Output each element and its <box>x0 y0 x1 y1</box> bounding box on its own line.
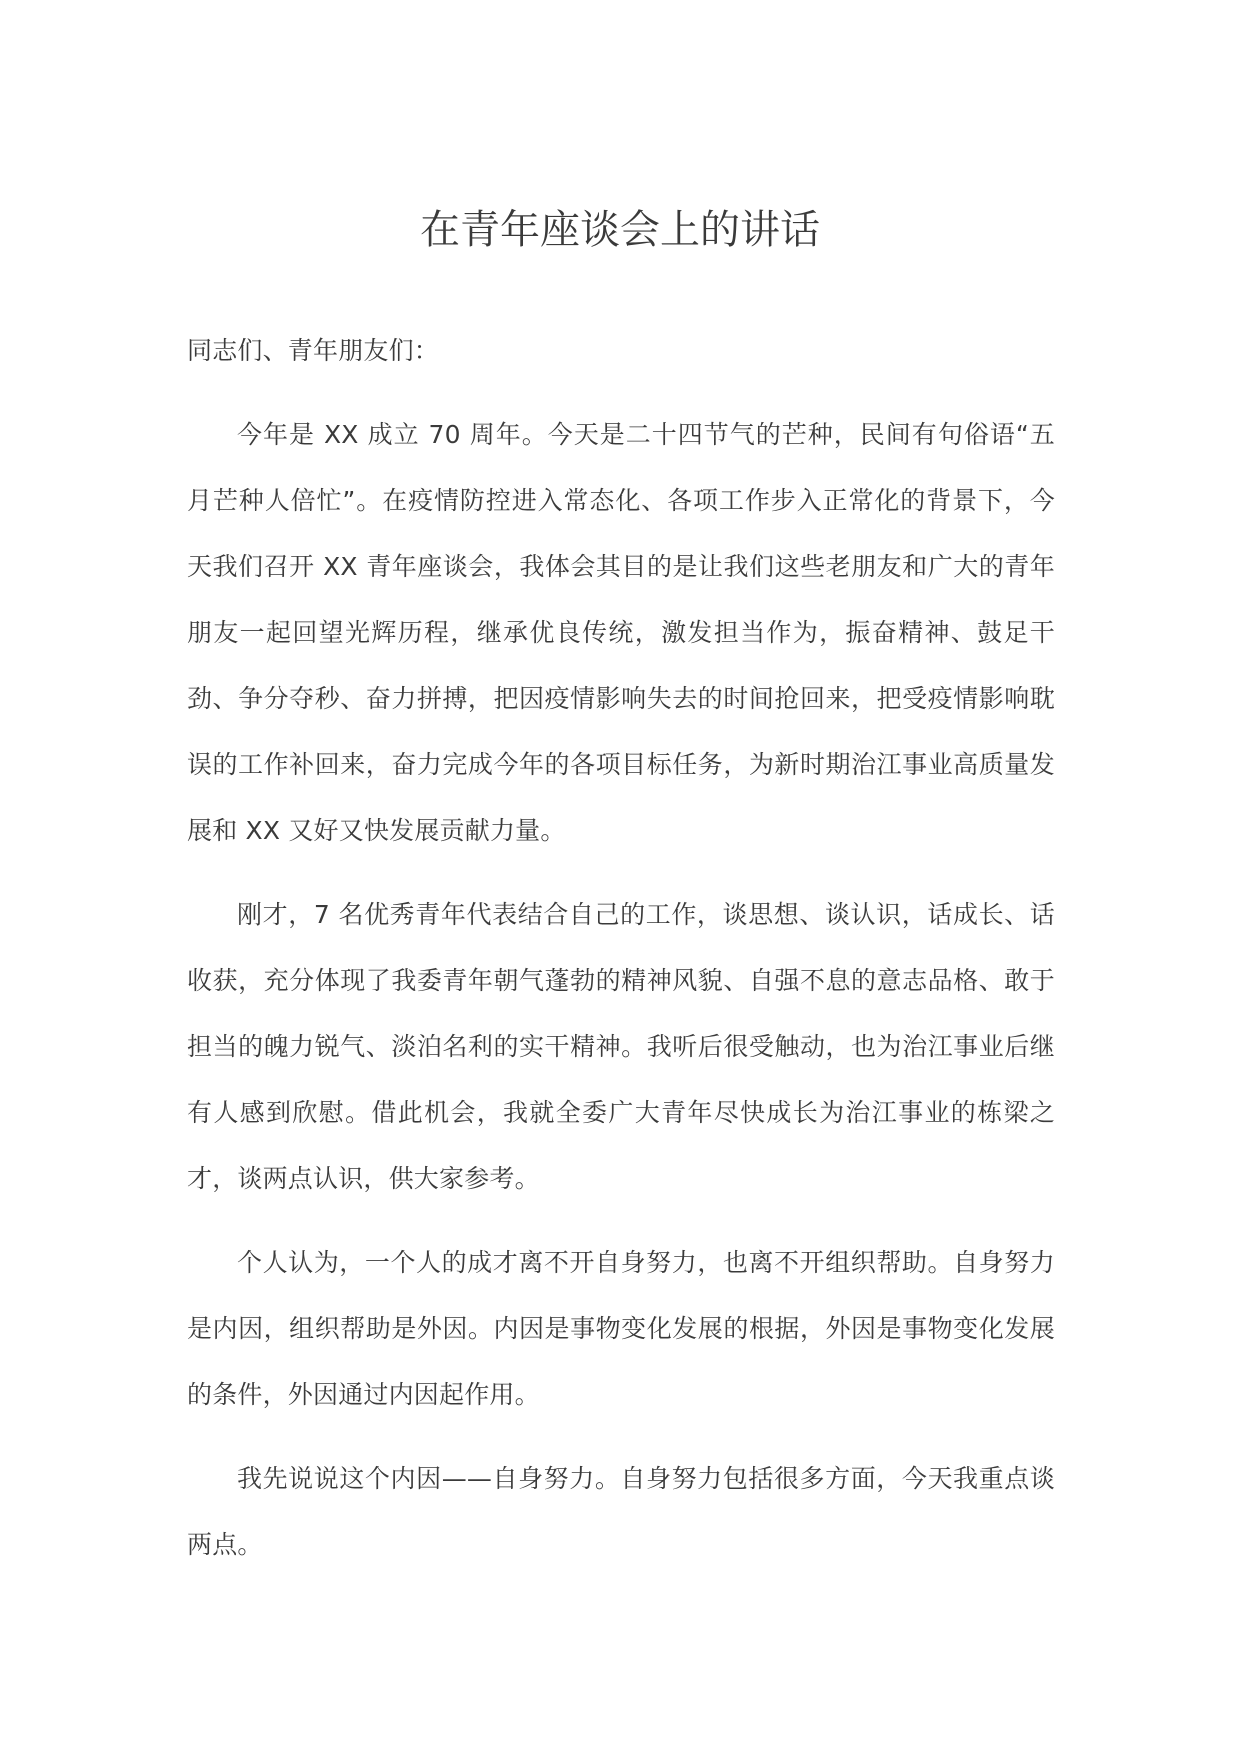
paragraph-3: 个人认为，一个人的成才离不开自身努力，也离不开组织帮助。自身努力是内因，组织帮助是外因。内因是事物变化发展的根据，外因是事物变化发展的条件，外因通过内因起作用。 <box>187 1248 1055 1409</box>
paragraph-1: 今年是 XX 成立 70 周年。今天是二十四节气的芒种，民间有句俗语“五月芒种人倍忙”。在疫情防控进入常态化、各项工作步入正常化的背景下，今天我们召开 XX 青年座谈会，我体会其目的是让我们这些老朋友和广大的青年朋友一起回望光辉历程，继承优良传统，激发担当作为，振奋精神、鼓足干劲、争分夺秒、奋力拼搏，把因疫情影响失去的时间抢回来，把受疫情影响耽误的工作补回来，奋力完成今年的各项目标任务，为新时期治江事业高质量发展和 XX 又好又快发展贡献力量。 <box>187 420 1055 845</box>
document-title: 在青年座谈会上的讲话 <box>420 207 820 253</box>
paragraph-2: 刚才，7 名优秀青年代表结合自己的工作，谈思想、谈认识，话成长、话收获，充分体现了我委青年朝气蓬勃的精神风貌、自强不息的意志品格、敢于担当的魄力锐气、淡泊名利的实干精神。我听后很受触动，也为治江事业后继有人感到欣慰。借此机会，我就全委广大青年尽快成长为治江事业的栋梁之才，谈两点认识，供大家参考。 <box>187 900 1055 1193</box>
salutation: 同志们、青年朋友们： <box>187 336 440 365</box>
paragraph-4: 我先说说这个内因——自身努力。自身努力包括很多方面，今天我重点谈两点。 <box>187 1464 1055 1559</box>
document-body <box>187 318 1055 1596</box>
